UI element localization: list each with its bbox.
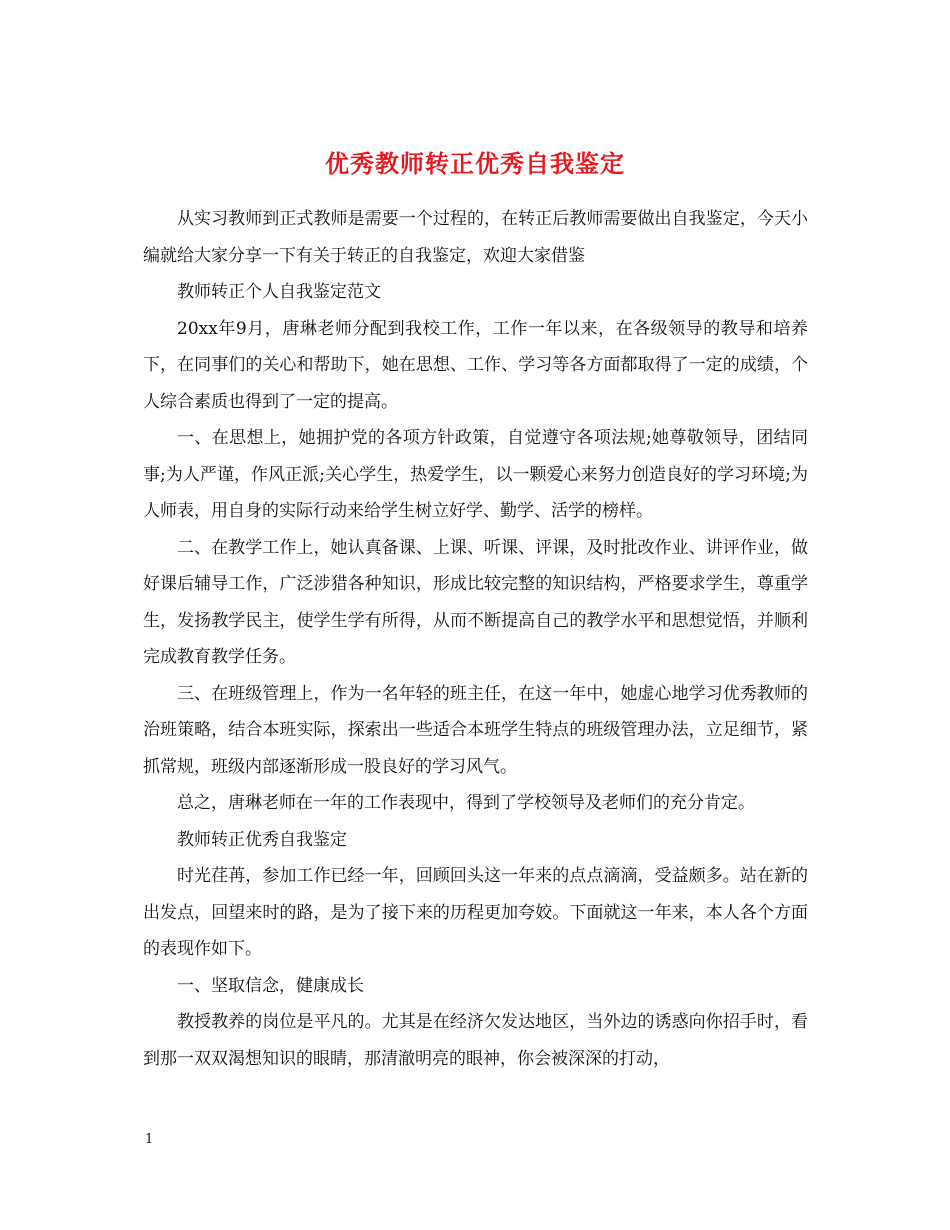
page-number: 1 xyxy=(145,1132,154,1147)
body-paragraph: 教授教养的岗位是平凡的。尤其是在经济欠发达地区，当外边的诱惑向你招手时，看到那一双双渴想知识的眼睛，那清澈明亮的眼神，你会被深深的打动， xyxy=(143,1012,808,1069)
document-body xyxy=(143,201,808,1077)
body-paragraph: 三、在班级管理上，作为一名年轻的班主任，在这一年中，她虚心地学习优秀教师的治班策略，结合本班实际，探索出一些适合本班学生特点的班级管理办法，立足细节，紧抓常规，班级内部逐渐形成一股良好的学习风气。 xyxy=(143,683,808,777)
body-paragraph: 一、在思想上，她拥护党的各项方针政策，自觉遵守各项法规;她尊敬领导，团结同事;为人严谨，作风正派;关心学生，热爱学生，以一颗爱心来努力创造良好的学习环境;为人师表，用自身的实际行动来给学生树立好学、勤学、活学的榜样。 xyxy=(143,428,808,521)
intro-paragraph: 从实习教师到正式教师是需要一个过程的，在转正后教师需要做出自我鉴定，今天小编就给大家分享一下有关于转正的自我鉴定，欢迎大家借鉴 xyxy=(143,209,808,266)
body-paragraph: 20xx年9月，唐琳老师分配到我校工作，工作一年以来，在各级领导的教导和培养下，在同事们的关心和帮助下，她在思想、工作、学习等各方面都取得了一定的成绩，个人综合素质也得到了一定的提高。 xyxy=(143,318,808,412)
section-heading-excellent: 教师转正优秀自我鉴定 xyxy=(177,829,347,850)
document-title: 优秀教师转正优秀自我鉴定 xyxy=(325,149,625,179)
section-heading-sample: 教师转正个人自我鉴定范文 xyxy=(177,282,381,302)
body-paragraph: 二、在教学工作上，她认真备课、上课、听课、评课，及时批改作业、讲评作业，做好课后辅导工作，广泛涉猎各种知识，形成比较完整的知识结构，严格要求学生，尊重学生，发扬教学民主，使学生学有所得，从而不断提高自己的教学水平和思想觉悟，并顺利完成教育教学任务。 xyxy=(143,537,808,667)
subsection-heading: 一、坚取信念，健康成长 xyxy=(177,975,364,996)
body-paragraph: 总之，唐琳老师在一年的工作表现中，得到了学校领导及老师们的充分肯定。 xyxy=(177,793,755,813)
body-paragraph: 时光荏苒，参加工作已经一年，回顾回头这一年来的点点滴滴，受益颇多。站在新的出发点，回望来时的路，是为了接下来的历程更加夸姣。下面就这一年来，本人各个方面的表现作如下。 xyxy=(143,866,808,959)
